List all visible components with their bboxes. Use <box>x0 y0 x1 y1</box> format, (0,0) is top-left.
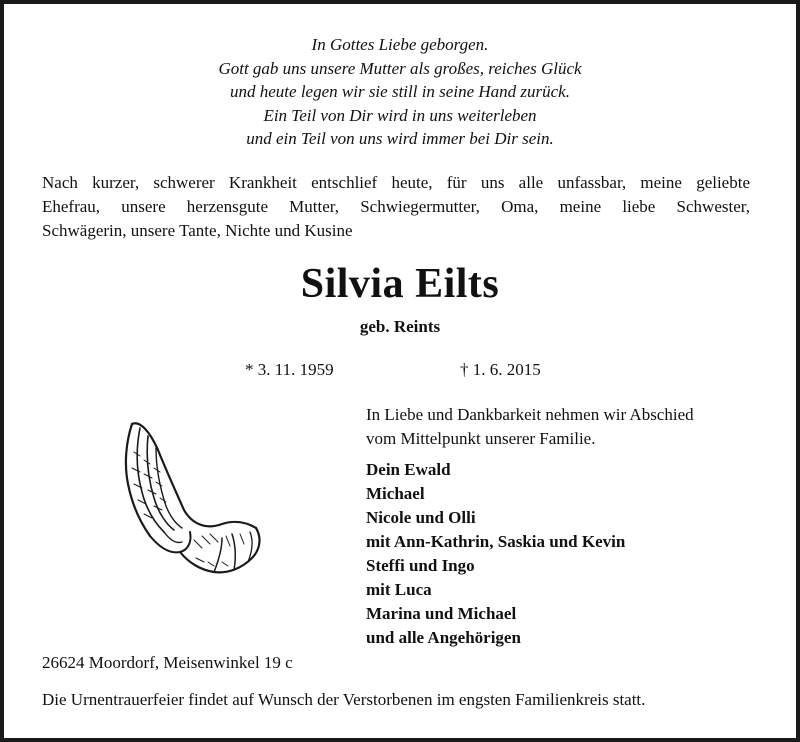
intro-line: Ehefrau, unsere herzensgute Mutter, Schwiegermutter, Oma, meine liebe Schwester, <box>42 197 750 216</box>
poem-line: In Gottes Liebe geborgen. <box>311 35 489 54</box>
family-member: Michael <box>366 484 425 503</box>
farewell-line: vom Mittelpunkt unserer Familie. <box>366 429 596 448</box>
death-date: † 1. 6. 2015 <box>460 360 541 379</box>
family-member: Nicole und Olli <box>366 508 476 527</box>
address: 26624 Moordorf, Meisenwinkel 19 c <box>42 653 293 672</box>
family-member: mit Luca <box>366 580 432 599</box>
poem <box>0 33 800 151</box>
poem-line: Ein Teil von Dir wird in uns weiterleben <box>263 105 537 125</box>
intro-line: Schwägerin, unsere Tante, Nichte und Kusine <box>42 221 353 240</box>
family-member: Marina und Michael <box>366 604 517 623</box>
farewell-line: In Liebe und Dankbarkeit nehmen wir Abschied <box>366 405 694 424</box>
poem-line: und ein Teil von uns wird immer bei Dir sein. <box>246 129 554 148</box>
funeral-notice: Die Urnentrauerfeier findet auf Wunsch der Verstorbenen im engsten Familienkreis statt. <box>42 690 646 709</box>
family-member: und alle Angehörigen <box>366 628 521 647</box>
deceased-name: Silvia Eilts <box>300 261 500 307</box>
praying-hands-icon <box>110 412 270 592</box>
intro-text <box>42 171 750 243</box>
maiden-name: geb. Reints <box>359 317 441 336</box>
family-member: Steffi und Ingo <box>366 556 475 575</box>
birth-date: * 3. 11. 1959 <box>245 360 334 379</box>
poem-line: und heute legen wir sie still in seine Hand zurück. <box>230 82 570 101</box>
family-member: Dein Ewald <box>366 460 451 479</box>
intro-line: Nach kurzer, schwerer Krankheit entschlief heute, für uns alle unfassbar, meine geliebte <box>42 173 750 192</box>
farewell-text <box>366 403 766 451</box>
family-list <box>366 458 766 650</box>
family-member: mit Ann-Kathrin, Saskia und Kevin <box>366 532 626 551</box>
poem-line: Gott gab uns unsere Mutter als großes, reiches Glück <box>218 58 582 78</box>
